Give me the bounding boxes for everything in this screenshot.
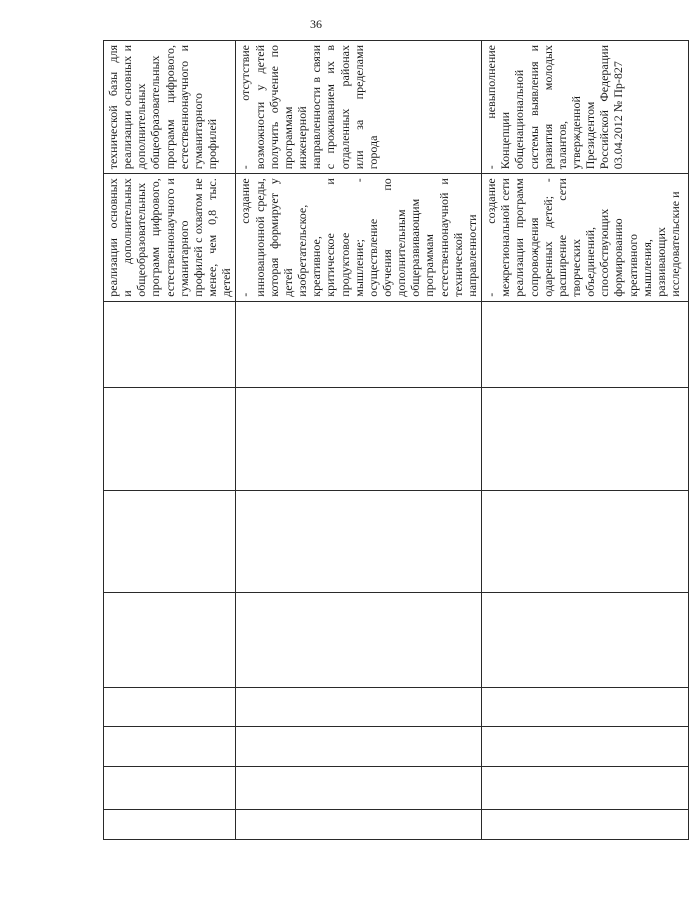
empty-cell [236, 388, 482, 490]
empty-cell [104, 490, 236, 592]
empty-cell [482, 490, 689, 592]
empty-cell [236, 727, 482, 767]
empty-cell [104, 301, 236, 388]
table-row [236, 41, 482, 840]
consequences-cell: - невыполнение Концепции общенациональной системы выявления и развития молодых талантов, утвержденной Президентом Российской Федерации 03.04.2012 № Пр-827 [482, 41, 689, 174]
empty-cell [104, 727, 236, 767]
empty-cell [236, 301, 482, 388]
table-row [482, 41, 689, 840]
page-number: 36 [310, 17, 322, 31]
table-row [104, 41, 236, 840]
empty-cell [482, 301, 689, 388]
empty-cell [104, 767, 236, 810]
empty-cell [104, 687, 236, 727]
rotated-table-wrapper [103, 40, 683, 840]
consequences-cell: технической базы для реализации основных и дополнительных общеобразовательных программ цифрового, естественнонаучного и гуманитарного профилей [104, 41, 236, 174]
empty-cell [482, 388, 689, 490]
empty-cell [482, 767, 689, 810]
empty-cell [482, 593, 689, 687]
empty-cell [236, 593, 482, 687]
empty-cell [104, 388, 236, 490]
empty-cell [104, 593, 236, 687]
empty-cell [236, 490, 482, 592]
expected-result-cell: - создание инновационной среды, которая формирует у детей изобретательское, креативное, критическое и продуктовое мышление; - осуществление обучения по дополнительным общеразвивающим программам естественнонаучной и технической направленности [236, 174, 482, 301]
empty-cell [482, 727, 689, 767]
empty-cell [236, 810, 482, 840]
empty-cell [236, 767, 482, 810]
empty-cell [482, 687, 689, 727]
empty-cell [104, 810, 236, 840]
program-measures-table [103, 40, 689, 840]
expected-result-cell: реализации основных и дополнительных общеобразовательных программ цифрового, естественнонаучного и гуманитарного профилей с охватом не менее, чем 0,8 тыс. детей [104, 174, 236, 301]
expected-result-cell: - создание межрегиональной сети реализации программ сопровождения одаренных детей; - расширение сети творческих объединений, способствующих формированию креативного мышления, развивающих исследовательские и [482, 174, 689, 301]
empty-cell [236, 687, 482, 727]
consequences-cell: - отсутствие возможности у детей получить обучение по программам инженерной направленности в связи с проживанием их в отдаленных районах или за пределами города [236, 41, 482, 174]
empty-cell [482, 810, 689, 840]
